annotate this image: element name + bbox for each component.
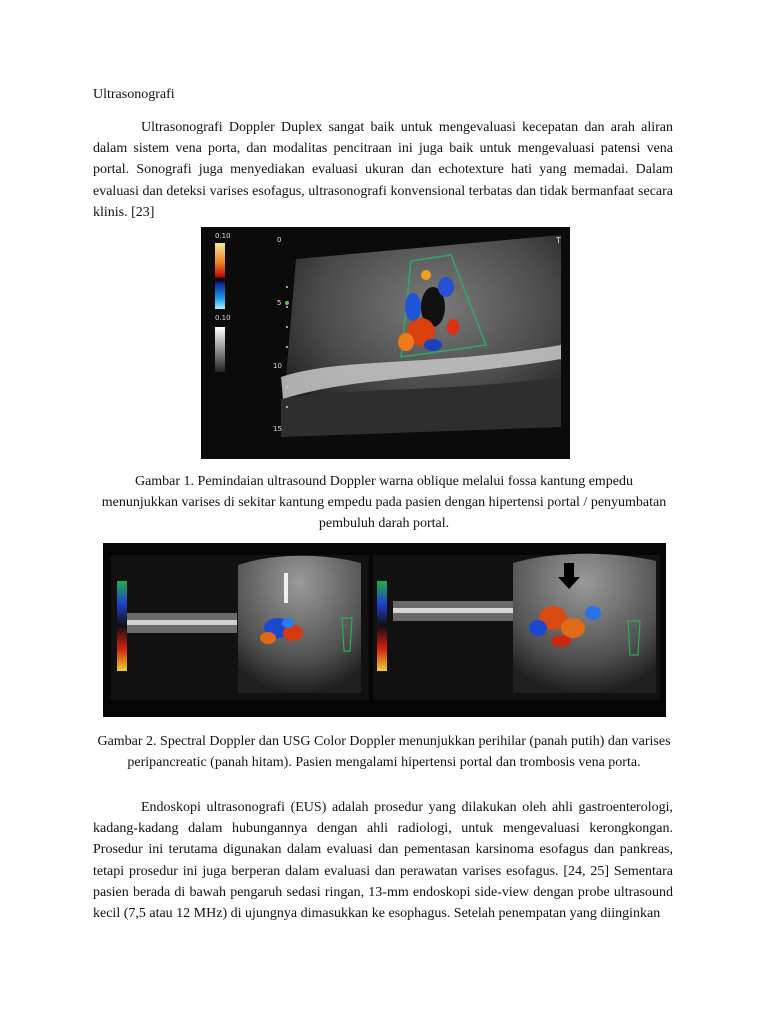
- depth-label-10: 10: [273, 362, 282, 370]
- depth-label-15: 15: [273, 425, 282, 433]
- paragraph-2: Endoskopi ultrasonografi (EUS) adalah prosedur yang dilakukan oleh ahli gastroenterologi, kadang-kadang dalam hubungannya dengan ahli radiologi, untuk mengevaluasi kerongkongan. Prosedur ini terutama digunakan dalam evaluasi dan pementasan karsinoma esofagus dan pankreas, tetapi prosedur ini juga berperan dalam evaluasi dan perawatan varises esofagus. [24, 25] Sementara pasien berada di bawah pengaruh sedasi ringan, 13-mm endoskopi side-view dengan probe ultrasound kecil (7,5 atau 12 MHz) di ujungnya dimasukkan ke esophagus. Setelah penempatan yang diinginkan: [93, 800, 673, 922]
- depth-label-0: 0: [277, 236, 282, 244]
- svg-text:T: T: [556, 236, 561, 245]
- figure-1-caption: Gambar 1. Pemindaian ultrasound Doppler warna oblique melalui fossa kantung empedu menunjukkan varises di sekitar kantung empedu pada pasien dengan hipertensi portal / penyumbatan pembuluh darah portal.: [101, 474, 667, 531]
- section-title: Ultrasonografi: [93, 87, 175, 102]
- color-scale-top-label: 0.10: [215, 232, 231, 240]
- figure-2-caption: Gambar 2. Spectral Doppler dan USG Color Doppler menunjukkan perihilar (panah putih) dan varises peripancreatic (panah hitam). Pasien mengalami hipertensi portal dan trombosis vena porta.: [97, 734, 671, 770]
- figure-2-doppler-image: [103, 543, 666, 717]
- depth-label-5: 5: [277, 299, 282, 307]
- paragraph-1: Ultrasonografi Doppler Duplex sangat baik untuk mengevaluasi kecepatan dan arah aliran dalam sistem vena porta, dan modalitas pencitraan ini juga baik untuk mengevaluasi patensi vena portal. Sonografi juga menyediakan evaluasi ukuran dan echotexture hati yang memadai. Dalam evaluasi dan deteksi varises esofagus, ultrasonografi konvensional terbatas dan tidak bermanfaat secara klinis. [23]: [93, 120, 673, 220]
- figure-1-ultrasound-image: [201, 227, 570, 459]
- color-scale-bottom-label: 0.10: [215, 314, 231, 322]
